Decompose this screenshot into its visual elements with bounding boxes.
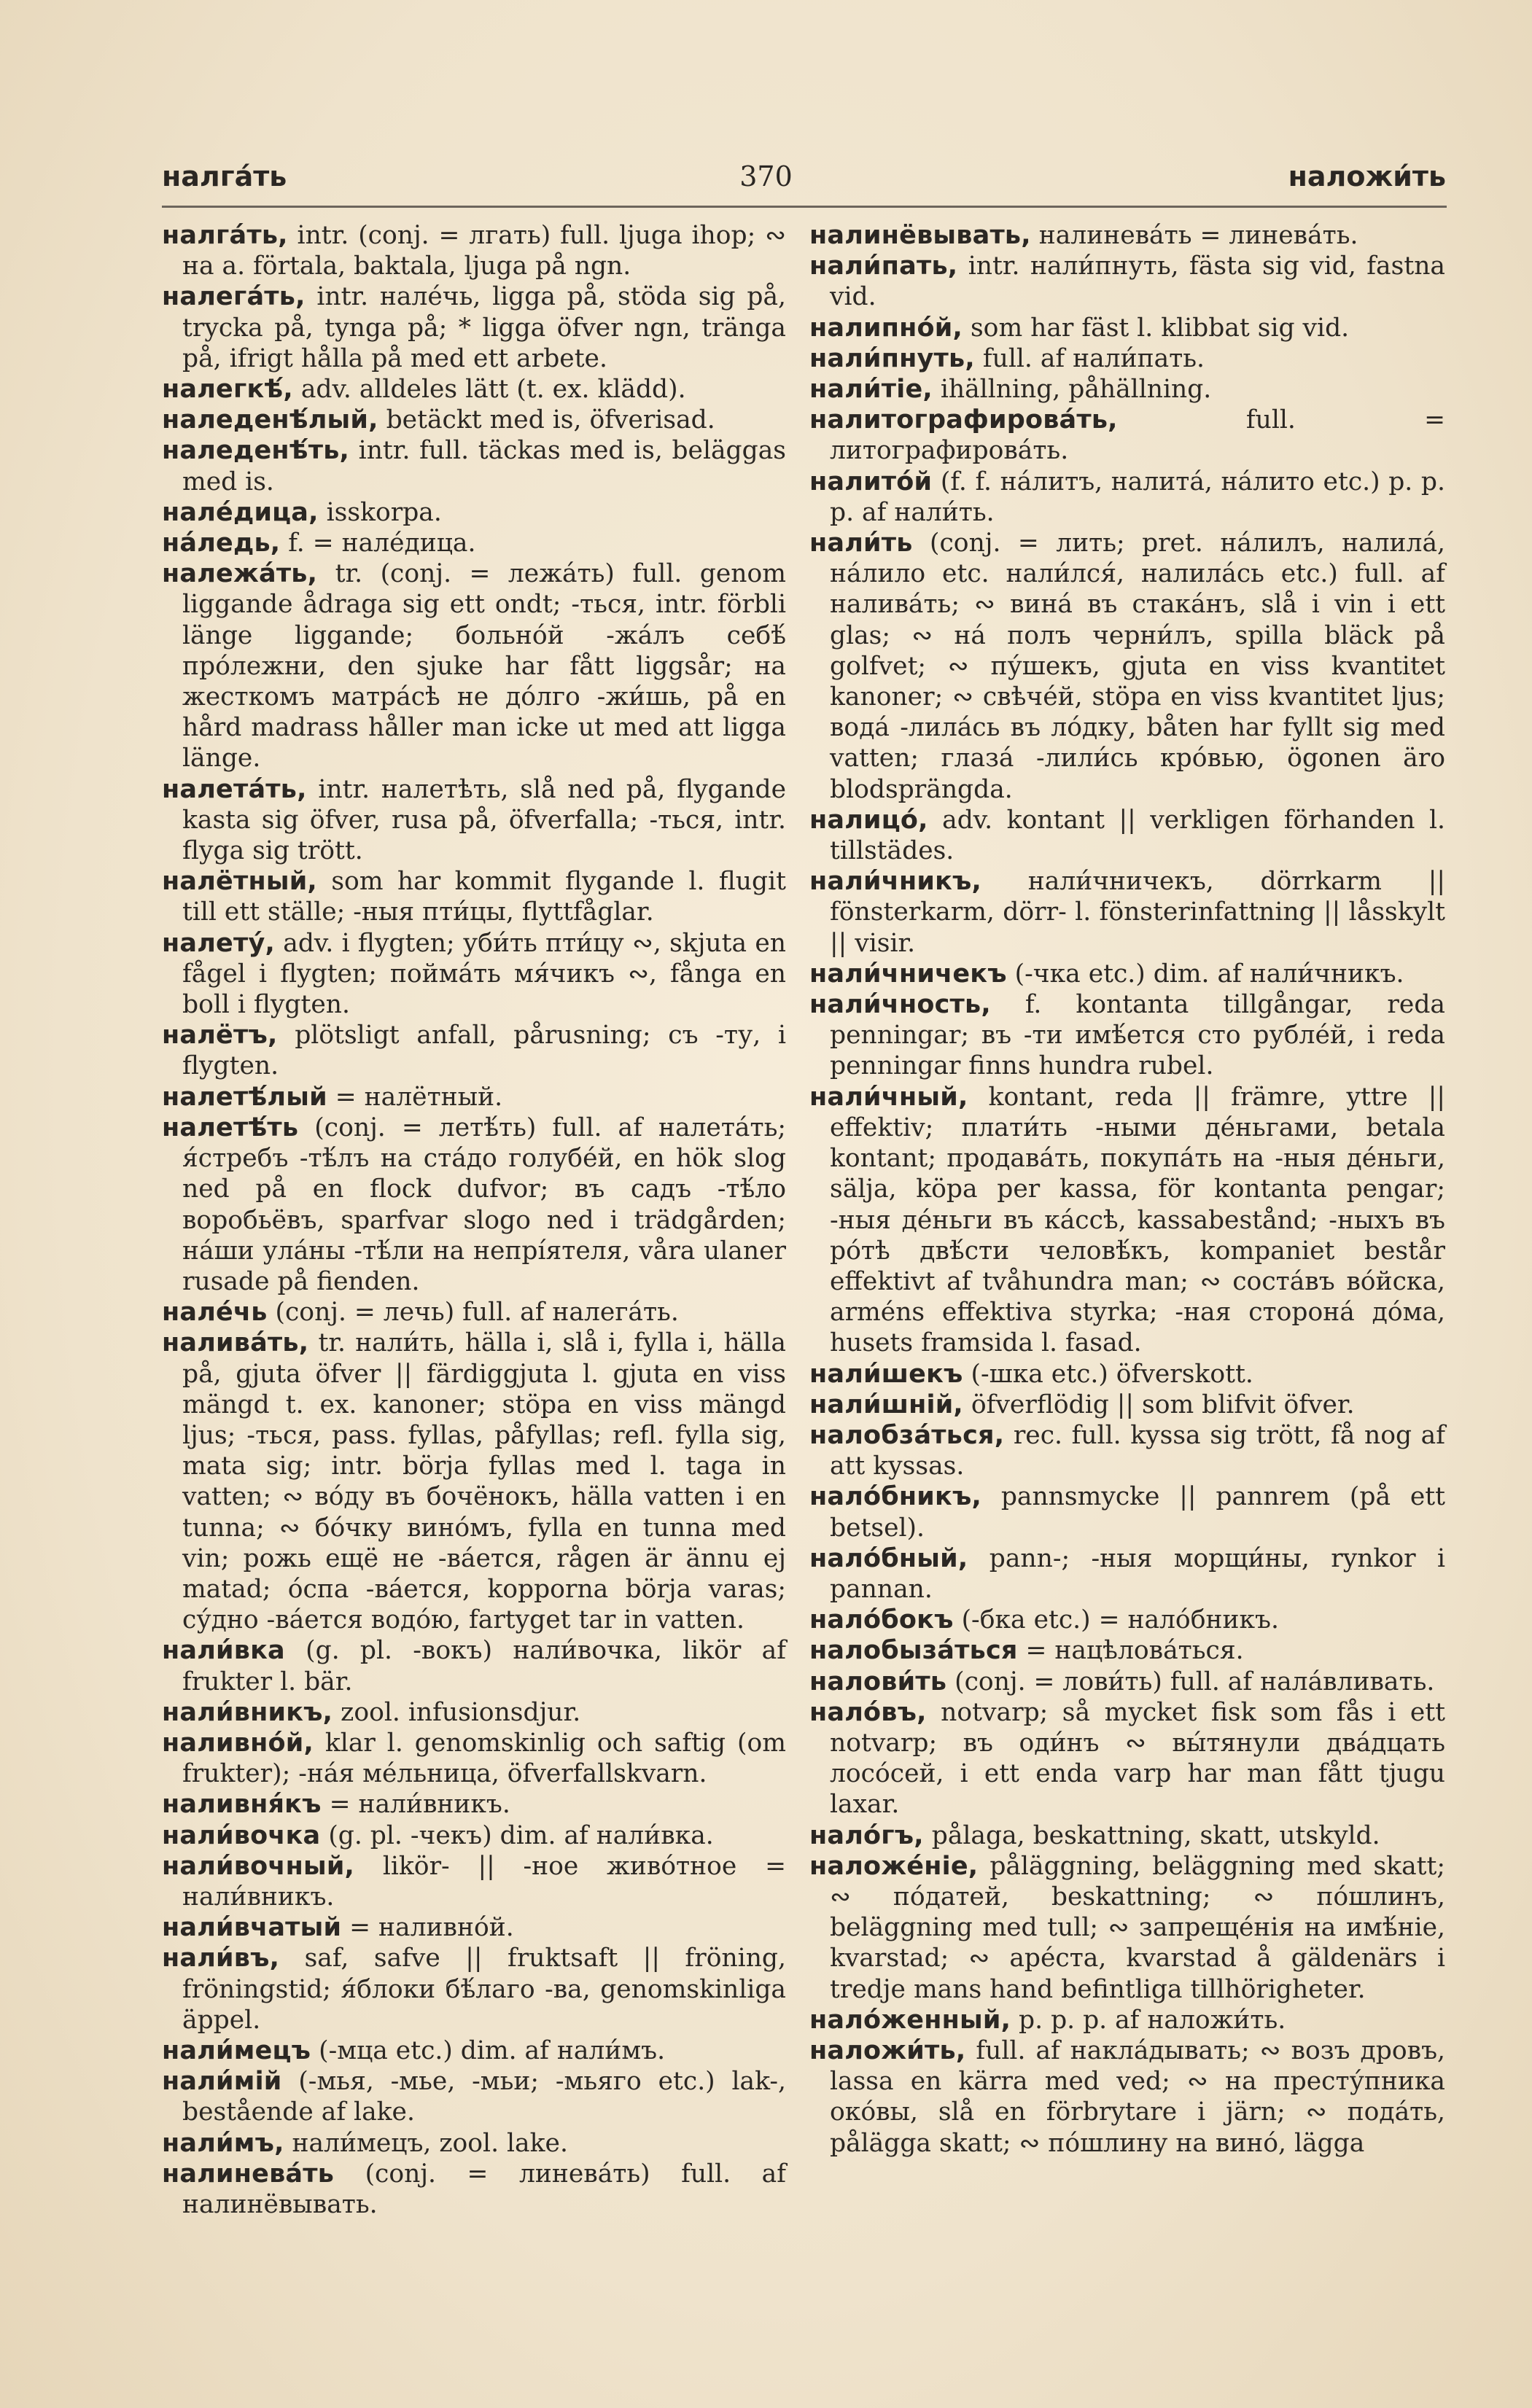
headword: нало́бокъ	[809, 1605, 954, 1635]
definition: full. af нали́пать.	[974, 343, 1205, 373]
headword: налетѣ́лый	[162, 1082, 327, 1112]
definition: full. = литографирова́ть.	[830, 405, 1445, 466]
definition: (conj. = лови́ть) full. af нала́вливать.	[946, 1667, 1435, 1696]
headword: нали́пать,	[809, 252, 958, 281]
running-head-left: налга́ть	[162, 160, 287, 192]
definition: påläggning, beläggning med skatt; ∾ по́датей, beskattning; ∾ по́шлинъ, beläggning med tull; ∾ запреще́нія на имѣ́ніе, kvarstad; ∾ аре́ста, kvarstad å gäldenärs i tredje mans hand befintliga tillhörigheter.	[830, 1851, 1445, 2004]
dictionary-entry	[809, 528, 1445, 805]
headword: налови́ть	[809, 1667, 947, 1696]
dictionary-entry	[162, 2066, 786, 2127]
dictionary-entry	[162, 558, 786, 774]
headword: нале́дица,	[162, 497, 319, 527]
dictionary-entry	[809, 1543, 1445, 1605]
headword: нали́пнуть,	[809, 343, 975, 373]
definition: налинева́ть = линева́ть.	[1030, 221, 1358, 250]
definition: нали́чничекъ, dörrkarm || fönsterkarm, dörr- l. fönsterinfattning || låsskylt || visir.	[830, 867, 1445, 958]
dictionary-entry	[162, 2159, 786, 2220]
headword: нали́вчатый	[162, 1913, 342, 1943]
headword: нали́чничекъ	[809, 959, 1007, 989]
dictionary-entry	[809, 1390, 1445, 1420]
definition: p. p. p. af наложи́ть.	[1011, 2005, 1286, 2035]
definition: (-мья, -мье, -мьи; -мьяго etc.) lak-, bestående af lake.	[182, 2067, 786, 2127]
right-column	[809, 220, 1445, 2159]
definition: adv. i flygten; уби́ть пти́цу ∾, skjuta en fågel i flygten; пойма́ть мя́чикъ ∾, fånga en boll i flygten.	[182, 928, 786, 1020]
dictionary-entry	[162, 497, 786, 528]
headword: налега́ть,	[162, 282, 306, 312]
dictionary-entry	[162, 2035, 786, 2066]
definition: (f. f. на́литъ, налита́, на́лито etc.) p. p. p. af нали́ть.	[830, 467, 1445, 527]
headword: налета́ть,	[162, 774, 307, 804]
dictionary-entry	[809, 1697, 1445, 1820]
dictionary-entry	[809, 313, 1445, 343]
definition: pann-; -ныя морщи́ны, rynkor i pannan.	[830, 1543, 1445, 1604]
dictionary-entry	[162, 405, 786, 435]
definition: intr. нале́чь, ligga på, stöda sig på, trycka på, tynga på; * ligga öfver ngn, tränga på, ifrigt hålla på med ett arbete.	[182, 282, 786, 373]
definition: intr. налетѣть, slå ned på, flygande kasta sig öfver, rusa på, öfverfalla; -ться, intr. flyga sig trött.	[182, 774, 786, 866]
definition: (-бка etc.) = нало́бникъ.	[953, 1605, 1279, 1635]
headword: налётъ,	[162, 1021, 278, 1051]
dictionary-entry	[162, 1113, 786, 1297]
dictionary-entry	[809, 220, 1445, 251]
headword: нали́вка	[162, 1636, 285, 1666]
headword: налинева́ть	[162, 2159, 335, 2189]
definition: adv. kontant || verkligen förhanden l. tillstädes.	[830, 805, 1445, 866]
headword: нали́ть	[809, 529, 913, 558]
definition: intr. нали́пнуть, fästa sig vid, fastna vid.	[830, 252, 1445, 312]
headword: нали́мъ,	[162, 2128, 284, 2158]
dictionary-entry	[162, 1328, 786, 1635]
headword: налицо́,	[809, 805, 928, 835]
definition: f. kontanta tillgångar, reda penningar; въ -ти имѣ́ется сто рубле́й, i reda penningar finns hundra rubel.	[830, 990, 1445, 1081]
running-head-right: наложи́ть	[1288, 160, 1446, 192]
definition: = нацѣлова́ться.	[1017, 1636, 1244, 1666]
dictionary-entry	[162, 1728, 786, 1789]
headword: нали́вникъ,	[162, 1697, 333, 1727]
definition: klar l. genomskinlig och saftig (om frukter); -на́я ме́льница, öfverfallskvarn.	[182, 1728, 786, 1789]
headword: налга́ть,	[162, 221, 288, 250]
dictionary-entry	[162, 1297, 786, 1328]
headword: нали́вочный,	[162, 1851, 355, 1881]
dictionary-entry	[809, 2005, 1445, 2035]
definition: betäckt med is, öfverisad.	[378, 405, 715, 435]
headword: налобыза́ться	[809, 1636, 1018, 1666]
dictionary-entry	[809, 1420, 1445, 1481]
page-number: 370	[739, 160, 793, 192]
headword: наложе́ніе,	[809, 1851, 979, 1881]
headword: налива́ть,	[162, 1328, 309, 1358]
definition: (-мца etc.) dim. af нали́мъ.	[311, 2035, 666, 2065]
definition: (-шка etc.) öfverskott.	[963, 1359, 1253, 1389]
dictionary-entry	[809, 1667, 1445, 1697]
definition: pannsmycke || pannrem (på ett betsel).	[830, 1482, 1445, 1543]
dictionary-entry	[809, 251, 1445, 312]
headword: нали́чный,	[809, 1082, 968, 1112]
definition: = нали́вникъ.	[321, 1790, 510, 1820]
definition: isskorpa.	[318, 497, 442, 527]
definition: (g. pl. -вокъ) нали́вочка, likör af frukter l. bär.	[182, 1636, 786, 1696]
definition: = наливно́й.	[341, 1913, 514, 1943]
dictionary-entry	[162, 774, 786, 867]
headword: на́ледь,	[162, 529, 281, 558]
left-column	[162, 220, 786, 2220]
dictionary-entry	[809, 1635, 1445, 1666]
dictionary-entry	[809, 467, 1445, 528]
dictionary-entry	[162, 1820, 786, 1851]
dictionary-entry	[809, 1082, 1445, 1359]
dictionary-entry	[162, 2128, 786, 2159]
dictionary-entry	[809, 1605, 1445, 1635]
headword: нали́въ,	[162, 1944, 280, 1973]
dictionary-entry	[809, 1359, 1445, 1390]
dictionary-entry	[809, 1820, 1445, 1851]
dictionary-entry	[162, 435, 786, 496]
dictionary-entry	[162, 866, 786, 927]
definition: (conj. = лить; pret. на́лилъ, налила́, на́лило etc. нали́лся́, налила́сь etc.) full. af налива́ть; ∾ вина́ въ стака́нъ, slå i vin i ett glas; ∾ на́ полъ черни́лъ, spilla bläck på golfvet; ∾ пу́шекъ, gjuta en viss kvantitet kanoner; ∾ свѣче́й, stöpa en viss kvantitet ljus; вода́ -лила́сь въ ло́дку, båten har fyllt sig med vatten; глаза́ -лили́сь кро́вью, ögonen äro blodsprängda.	[830, 529, 1445, 804]
headword: нало́бный,	[809, 1543, 968, 1573]
dictionary-entry	[162, 528, 786, 558]
dictionary-entry	[809, 374, 1445, 405]
definition: pålaga, beskattning, skatt, utskyld.	[923, 1820, 1380, 1850]
headword: наледенѣ́лый,	[162, 405, 378, 435]
dictionary-entry	[162, 374, 786, 405]
dictionary-entry	[162, 1020, 786, 1081]
dictionary-entry	[162, 281, 786, 374]
definition: нали́мецъ, zool. lake.	[284, 2128, 568, 2158]
dictionary-entry	[162, 1789, 786, 1820]
definition: plötsligt anfall, pårusning; съ -ту, i flygten.	[182, 1021, 786, 1081]
headword: налитографирова́ть,	[809, 405, 1118, 435]
dictionary-entry	[809, 959, 1445, 989]
definition: tr. (conj. = лежа́ть) full. genom liggande ådraga sig ett ondt; -ться, intr. förbli länge liggande; больно́й -жа́лъ себѣ́ про́лежни, den sjuke har fått liggsår; на жесткомъ матра́сѣ не до́лго -жи́шь, på en hård madrass håller man icke ut med att ligga länge.	[182, 559, 786, 774]
dictionary-entry	[809, 405, 1445, 466]
dictionary-entry	[162, 1635, 786, 1696]
headword: нали́шекъ	[809, 1359, 963, 1389]
headword: нали́вочка	[162, 1820, 321, 1850]
definition: intr. (conj. = лгать) full. ljuga ihop; ∾ на a. förtala, baktala, ljuga på ngn.	[182, 221, 786, 281]
headword: налито́й	[809, 467, 933, 496]
definition: (conj. = линева́ть) full. af налинёвывать.	[182, 2159, 786, 2219]
headword: налобза́ться,	[809, 1420, 1005, 1450]
headword: налётный,	[162, 867, 317, 897]
definition: (conj. = летѣ́ть) full. af налета́ть; я́стребъ -тѣ́лъ на ста́до голубе́й, en hök slog ned på en flock dufvor; въ садъ -тѣ́ло воробьёвъ, sparfvar slogo ned i trädgården; на́ши ула́ны -тѣ́ли на непрі́ятеля, våra ulaner rusade på fienden.	[182, 1113, 786, 1296]
definition: kontant, reda || främre, yttre || effektiv; плати́ть -ными де́ньгами, betala kontant; продава́ть, покупа́ть на -ныя де́ньги, sälja, köpa per kassa, för kontanta pengar; -ныя де́ньги въ ка́ссѣ, kassabestånd; -ныхъ въ ро́тѣ двѣ́сти человѣ́къ, kompaniet består effektivt af tvåhundra man; ∾ соста́въ во́йска, arméns effektiva styrka; -ная сторона́ до́ма, husets framsida l. fasad.	[830, 1082, 1445, 1358]
dictionary-entry	[162, 220, 786, 281]
definition: notvarp; så mycket fisk som fås i ett notvarp; въ оди́нъ ∾ вы́тянули два́дцать лосо́сей, i ett enda varp har man fått tjugu laxar.	[830, 1697, 1445, 1820]
headword: нало́гъ,	[809, 1820, 924, 1850]
definition: f. = нале́дица.	[280, 529, 476, 558]
dictionary-entry	[809, 1851, 1445, 2005]
definition: = налётный.	[327, 1082, 503, 1112]
definition: full. af наклáдывать; ∾ возъ дровъ, lassa en kärra med ved; ∾ на престу́пника око́вы, slå en förbrytare i järn; ∾ пода́ть, pålägga skatt; ∾ по́шлину на вино́, lägga	[830, 2035, 1445, 2158]
dictionary-entry	[809, 1481, 1445, 1543]
definition: likör- || -ное живо́тное = нали́вникъ.	[182, 1851, 786, 1912]
headword: налегкѣ́,	[162, 375, 293, 405]
definition: (g. pl. -чекъ) dim. af нали́вка.	[320, 1820, 714, 1850]
definition: (conj. = лечь) full. af налега́ть.	[267, 1298, 679, 1328]
headword: належа́ть,	[162, 559, 318, 589]
dictionary-entry	[809, 805, 1445, 866]
dictionary-entry	[809, 343, 1445, 374]
definition: som har kommit flygande l. flugit till ett ställe; -ныя пти́цы, flyttfåglar.	[182, 867, 786, 927]
definition: (-чка etc.) dim. af нали́чникъ.	[1006, 959, 1404, 989]
headword: налету́,	[162, 928, 275, 958]
definition: öfverflödig || som blifvit öfver.	[963, 1390, 1355, 1419]
dictionary-entry	[162, 1943, 786, 2035]
dictionary-entry	[162, 928, 786, 1021]
header-rule	[162, 206, 1447, 208]
headword: налетѣ́ть	[162, 1113, 299, 1142]
headword: нале́чь	[162, 1298, 268, 1328]
definition: intr. full. täckas med is, beläggas med is.	[182, 436, 786, 496]
dictionary-entry	[809, 2035, 1445, 2159]
dictionary-entry	[162, 1851, 786, 1912]
headword: нало́бникъ,	[809, 1482, 981, 1512]
dictionary-entry	[162, 1697, 786, 1728]
headword: нало́женный,	[809, 2005, 1011, 2035]
headword: налинёвывать,	[809, 221, 1031, 250]
definition: adv. alldeles lätt (t. ex. klädd).	[292, 375, 686, 405]
definition: zool. infusionsdjur.	[333, 1697, 581, 1727]
definition: rec. full. kyssa sig trött, få nog af att kyssas.	[830, 1420, 1445, 1481]
headword: наледенѣ́ть,	[162, 436, 350, 466]
dictionary-entry	[162, 1912, 786, 1943]
dictionary-entry	[809, 989, 1445, 1082]
headword: наложи́ть,	[809, 2035, 966, 2065]
headword: нали́шній,	[809, 1390, 963, 1419]
definition: saf, safve || fruktsaft || fröning, fröningstid; я́блоки бѣ́лаго -ва, genomskinliga äppel.	[182, 1944, 786, 2035]
headword: нали́тіе,	[809, 375, 933, 405]
dictionary-entry	[809, 866, 1445, 959]
dictionary-entry	[162, 1082, 786, 1113]
definition: som har fäst l. klibbat sig vid.	[963, 313, 1350, 343]
headword: нали́чникъ,	[809, 867, 982, 897]
headword: нали́чность,	[809, 990, 991, 1020]
headword: нало́въ,	[809, 1697, 927, 1727]
headword: нали́мецъ	[162, 2035, 311, 2065]
definition: ihällning, påhällning.	[932, 375, 1212, 405]
headword: наливно́й,	[162, 1728, 314, 1758]
headword: налипно́й,	[809, 313, 963, 343]
headword: нали́мій	[162, 2067, 282, 2097]
headword: наливня́къ	[162, 1790, 322, 1820]
definition: tr. нали́ть, hälla i, slå i, fylla i, hälla på, gjuta öfver || färdiggjuta l. gjuta en viss mängd t. ex. kanoner; stöpa en viss mängd ljus; -ться, pass. fyllas, påfyllas; refl. fylla sig, mata sig; intr. börja fyllas med l. taga in vatten; ∾ во́ду въ бочёнокъ, hälla vatten i en tunna; ∾ бо́чку вино́мъ, fylla en tunna med vin; рожь ещё не -ва́ется, rågen är ännu ej matad; о́спа -ва́ется, kopporna börja varas; су́дно -ва́ется водо́ю, fartyget tar in vatten.	[182, 1328, 786, 1635]
